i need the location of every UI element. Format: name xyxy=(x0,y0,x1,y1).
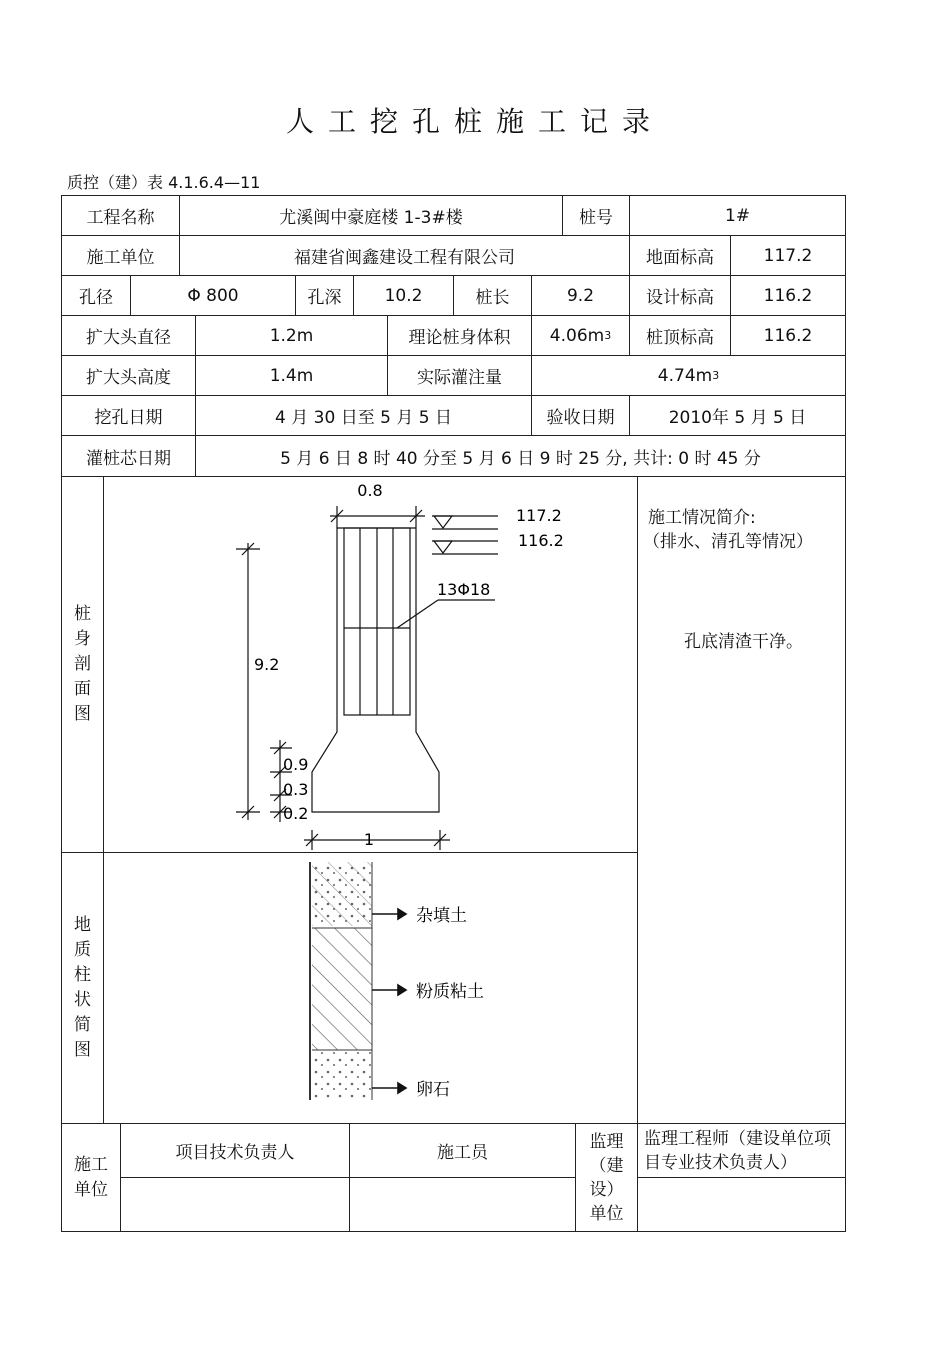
contractor-sign-label xyxy=(61,1123,121,1232)
clay-layer xyxy=(312,928,372,1050)
dim-c-text: 0.2 xyxy=(283,804,309,823)
notes-title: 施工情况简介: xyxy=(648,508,756,528)
project-name-value: 尤溪闽中豪庭楼 1-3#楼 xyxy=(179,195,563,236)
contractor-label: 施工单位 xyxy=(61,235,180,276)
project-name-label: 工程名称 xyxy=(61,195,180,236)
page-title: 人工挖孔桩施工记录 xyxy=(285,105,664,138)
section-label-char: 身 xyxy=(74,629,91,649)
section-label-char: 桩 xyxy=(74,604,91,624)
contractor-sign-label-line: 单位 xyxy=(74,1179,108,1200)
bottom-width-text: 1 xyxy=(363,830,375,849)
diameter-label: 孔径 xyxy=(61,275,131,316)
tech-lead-label: 项目技术负责人 xyxy=(120,1123,350,1178)
theory-volume-label: 理论桩身体积 xyxy=(387,315,532,356)
tech-lead-signature[interactable] xyxy=(120,1177,350,1232)
diameter-value: Φ 800 xyxy=(130,275,296,316)
dig-date-label: 挖孔日期 xyxy=(61,395,196,436)
gravel-layer xyxy=(312,1050,372,1100)
section-label-char: 剖 xyxy=(74,654,91,674)
section-label-char: 图 xyxy=(74,704,91,724)
notes-content: 孔底清渣干净。 xyxy=(684,632,803,652)
constructor-signature[interactable] xyxy=(349,1177,576,1232)
supervisor-label-line: 监理 xyxy=(589,1131,624,1152)
section-label-char: 面 xyxy=(74,679,91,699)
supervisor-label-line: （建 xyxy=(589,1155,624,1176)
accept-date-label: 验收日期 xyxy=(531,395,630,436)
actual-volume-exponent: 3 xyxy=(712,369,720,382)
theory-volume-exponent: 3 xyxy=(604,329,612,342)
dim-b-text: 0.3 xyxy=(283,780,309,799)
constructor-label: 施工员 xyxy=(349,1123,576,1178)
elevation-design-text: 116.2 xyxy=(518,531,564,550)
supervisor-label xyxy=(575,1123,638,1232)
pile-no-label: 桩号 xyxy=(562,195,630,236)
length-value: 9.2 xyxy=(531,275,630,316)
geology-label-char: 状 xyxy=(74,990,91,1010)
length-text: 9.2 xyxy=(254,655,280,674)
top-elevation-label: 桩顶标高 xyxy=(629,315,731,356)
geology-label-char: 质 xyxy=(74,940,91,960)
bell-diameter-value: 1.2m xyxy=(195,315,388,356)
form-number: 质控（建）表 4.1.6.4—11 xyxy=(67,173,261,192)
geology-label-char: 图 xyxy=(74,1040,91,1060)
design-elevation-label: 设计标高 xyxy=(629,275,731,316)
supervisor-label-line: 设） xyxy=(589,1179,624,1200)
layer-fill-label: 杂填土 xyxy=(416,906,467,926)
supervisor-label-line: 单位 xyxy=(589,1203,624,1224)
engineer-signature[interactable] xyxy=(637,1177,846,1232)
actual-volume-label: 实际灌注量 xyxy=(387,355,532,396)
layer-clay-label: 粉质粘土 xyxy=(416,982,484,1002)
top-elevation-value: 116.2 xyxy=(730,315,846,356)
ground-elevation-label: 地面标高 xyxy=(629,235,731,276)
accept-date-value: 2010年 5 月 5 日 xyxy=(629,395,846,436)
dim-a-text: 0.9 xyxy=(283,755,309,774)
bell-height-label: 扩大头高度 xyxy=(61,355,196,396)
engineer-label: 监理工程师（建设单位项目专业技术负责人） xyxy=(637,1123,846,1178)
depth-value: 10.2 xyxy=(353,275,454,316)
rebar-text: 13Φ18 xyxy=(437,580,491,599)
pour-date-label: 灌桩芯日期 xyxy=(61,435,196,477)
notes-subtitle: （排水、清孔等情况） xyxy=(643,532,813,552)
bell-diameter-label: 扩大头直径 xyxy=(61,315,196,356)
geology-label-char: 简 xyxy=(74,1015,91,1035)
pile-no-value: 1# xyxy=(629,195,846,236)
layer-gravel-label: 卵石 xyxy=(416,1080,450,1100)
geology-label-char: 柱 xyxy=(74,965,91,985)
depth-label: 孔深 xyxy=(295,275,354,316)
contractor-sign-label-line: 施工 xyxy=(74,1154,108,1175)
design-elevation-value: 116.2 xyxy=(730,275,846,316)
geology-label-char: 地 xyxy=(74,915,91,935)
ground-elevation-value: 117.2 xyxy=(730,235,846,276)
bell-height-value: 1.4m xyxy=(195,355,388,396)
elevation-top-text: 117.2 xyxy=(516,506,562,525)
top-width-text: 0.8 xyxy=(357,481,383,500)
pour-date-value: 5 月 6 日 8 时 40 分至 5 月 6 日 9 时 25 分, 共计: 0 时 45 分 xyxy=(195,435,846,477)
theory-volume-value: 4.06m 3 xyxy=(531,315,630,356)
actual-volume-value: 4.74m 3 xyxy=(531,355,846,396)
dig-date-value: 4 月 30 日至 5 月 5 日 xyxy=(195,395,532,436)
contractor-value: 福建省闽鑫建设工程有限公司 xyxy=(179,235,630,276)
length-label: 桩长 xyxy=(453,275,532,316)
